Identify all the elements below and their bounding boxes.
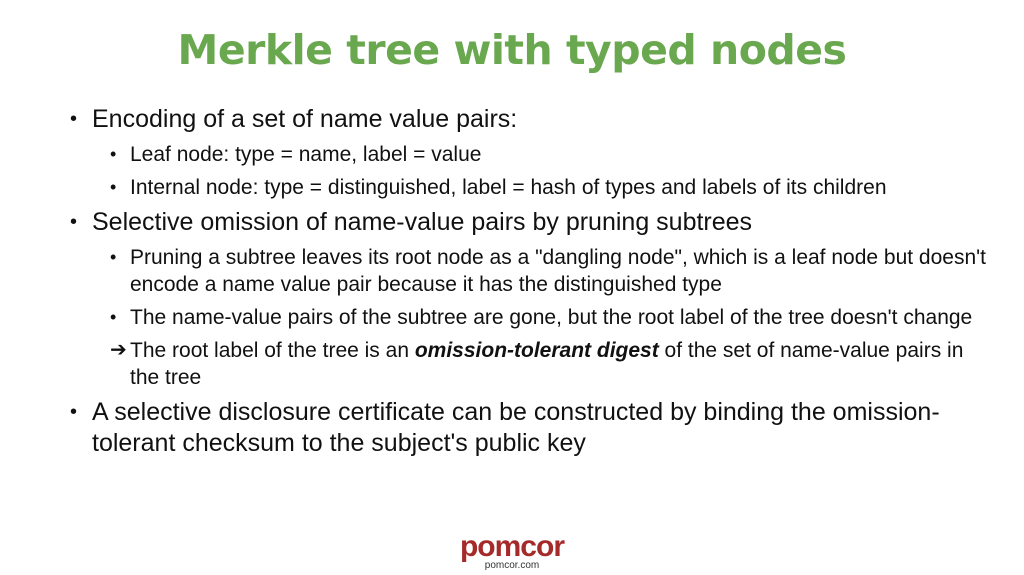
bullet-level2 — [70, 304, 990, 331]
bullet-text: Encoding of a set of name value pairs: — [92, 105, 518, 133]
bullet-dot-icon: • — [110, 247, 117, 267]
logo-text: pomcor — [459, 530, 564, 563]
pomcor-logo — [0, 532, 1024, 562]
bullet-text: Selective omission of name-value pairs by pruning subtrees — [92, 208, 753, 236]
arrow-text-before: The root label of the tree is an — [130, 339, 415, 362]
bullet-dot-icon: • — [70, 108, 78, 130]
bullet-dot-icon: • — [110, 177, 117, 197]
bullet-level2 — [70, 244, 990, 298]
bullet-level2 — [70, 141, 990, 168]
bullet-level2 — [70, 174, 990, 201]
arrow-right-icon: ➔ — [110, 339, 127, 361]
bullet-text: Leaf node: type = name, label = value — [130, 143, 482, 166]
bullet-text: Pruning a subtree leaves its root node as a "dangling node", which is a leaf node but doesn't encode a name value pair because it has the distinguished type — [130, 246, 986, 296]
arrow-text-emphasis: omission-tolerant digest — [414, 339, 659, 362]
slide-title: Merkle tree with typed nodes — [177, 26, 847, 74]
bullet-arrow-item — [70, 337, 990, 391]
slide-content — [70, 104, 990, 465]
bullet-dot-icon: • — [110, 144, 117, 164]
bullet-text: The name-value pairs of the subtree are gone, but the root label of the tree doesn't change — [130, 306, 973, 329]
bullet-dot-icon: • — [110, 307, 117, 327]
bullet-dot-icon: • — [70, 401, 78, 423]
bullet-dot-icon: • — [70, 211, 78, 233]
bullet-level1 — [70, 207, 990, 238]
bullet-level1 — [70, 397, 990, 459]
bullet-text — [130, 337, 990, 391]
bullet-text: Internal node: type = distinguished, label = hash of types and labels of its children — [130, 176, 887, 199]
bullet-level1 — [70, 104, 990, 135]
logo-url: pomcor.com — [484, 560, 540, 571]
arrow-text-after: of the set of name-value pairs in the tree — [130, 339, 964, 389]
bullet-text: A selective disclosure certificate can be constructed by binding the omission-tolerant checksum to the subject's public key — [92, 398, 940, 457]
